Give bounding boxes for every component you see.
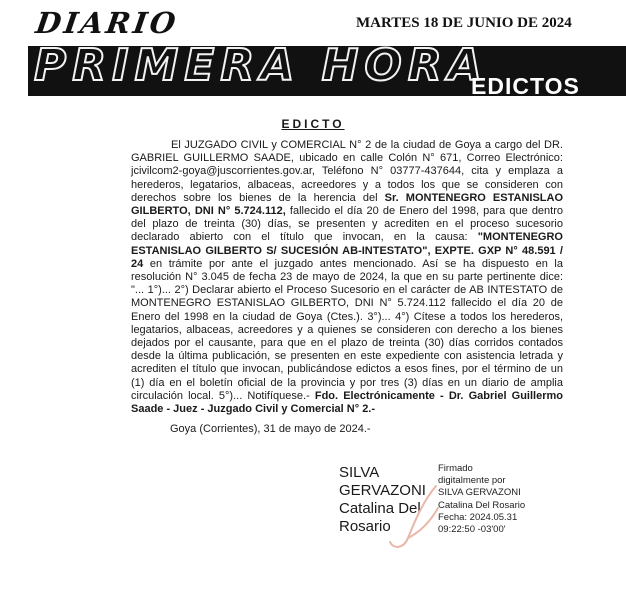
notice-text-segment: en trámite por ante el juzgado antes mencionado. Así se ha dispuesto en la resolución N° 3.045 de fecha 23 de mayo de 2024, la que en su parte pertinente dice: "... 1°)... 2°) Declarar abierto el Proceso Sucesorio en el carácter de AB INTESTATO de MONTENEGRO ESTANISLAO GILBERTO, DNI N° 5.724.112 fallecido el día 20 de Enero del 1998 en la ciudad de Goya (Ctes.). 3°)... 4°) Cítese a todos los herederos, legatarios, albaceas, acreedores y a quienes se consideren con derecho a los bienes dejados por el causante, para que en el plazo de treinta (30) días corridos contados desde la última publicación, se presenten en este expediente con asistencia letrada y acrediten el título que invocan, publicándose edictos a esos fines, por el término de un (1) día en el boletín oficial de la provincia y por tres (3) días en un diario de amplia circulación local. 5°)... Notifíquese.- xyxy=(131,257,563,402)
signer-name-line: Rosario xyxy=(339,518,391,535)
masthead xyxy=(0,0,626,100)
signature-stamp-line: Fecha: 2024.05.31 xyxy=(438,511,518,523)
digital-signature-stamp xyxy=(438,463,578,536)
notice-body xyxy=(131,139,563,416)
notice-bold-segment: "MONTENEGRO ESTANISLAO GILBERTO S/ SUCESIÓN AB-INTESTATO", EXPTE. GXP N° 48.591 / 24 xyxy=(131,231,563,270)
notice-text-segment: fallecido el día 20 de Enero del 1998, para que dentro del plazo de treinta (30) días, se presenten y acrediten en el proceso sucesorio declarado abierto con el título que invocan, en la causa: xyxy=(131,205,564,244)
notice-bold-segment: Sr. MONTENEGRO ESTANISLAO GILBERTO, DNI N° 5.724.112, xyxy=(131,191,563,218)
notice-bold-segment: Fdo. Electrónicamente - Dr. Gabriel Guillermo Saade - Juez - Juzgado Civil y Comercial N° 2.- xyxy=(131,389,563,416)
brand-diario: DIARIO xyxy=(33,6,181,40)
brand-primera-hora: PRIMERA HORA xyxy=(34,40,488,91)
section-label: EDICTOS xyxy=(471,73,580,99)
signature-stamp-line: 09:22:50 -03'00' xyxy=(438,524,506,536)
signature-stamp-line: digitalmente por xyxy=(438,475,506,487)
signature-stamp-line: SILVA GERVAZONI xyxy=(438,487,521,499)
signer-name-line: SILVA xyxy=(339,464,380,481)
notice-paragraph xyxy=(131,139,563,416)
notice-title xyxy=(0,117,626,131)
signer-name-line: GERVAZONI xyxy=(339,482,426,499)
signature-stamp-line: Firmado xyxy=(438,463,473,474)
signer-name-line: Catalina Del xyxy=(339,500,421,517)
signature-stamp-line: Catalina Del Rosario xyxy=(438,499,526,511)
issue-date: MARTES 18 DE JUNIO DE 2024 xyxy=(356,15,572,31)
closing-line: Goya (Corrientes), 31 de mayo de 2024.- xyxy=(170,423,371,435)
notice-title-text: EDICTO xyxy=(281,117,345,131)
notice-text-segment: El JUZGADO CIVIL y COMERCIAL N° 2 de la ciudad de Goya a cargo del DR. GABRIEL GUILLERMO SAADE, ubicado en calle Colón N° 671, Correo Electrónico: jcivilcom2-goya@juscorrientes.gov.ar, Teléfono N° 03777-437644, cita y emplaza a herederos, legatarios, albaceas, acreedores y a todos los que se consideren con derechos sobre los bienes de la herencia del xyxy=(131,139,563,204)
